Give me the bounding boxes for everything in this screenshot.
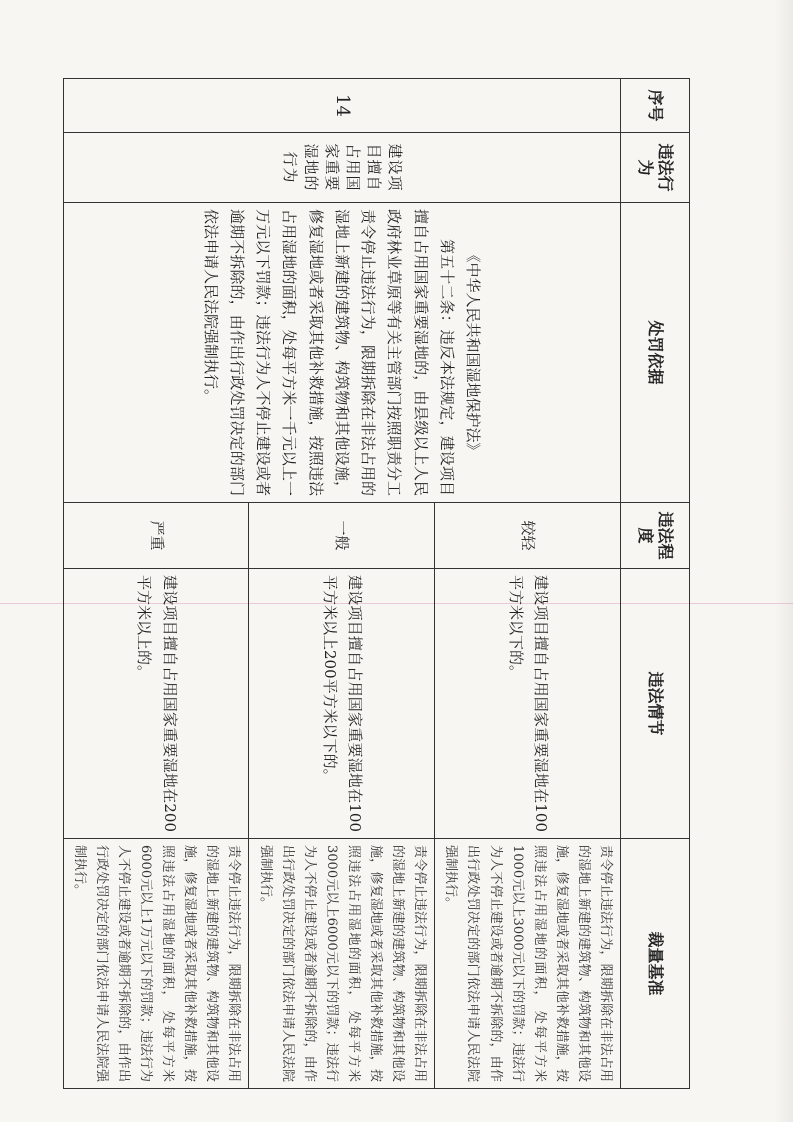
- degree-general: 一般: [249, 503, 435, 569]
- header-circumstance: 违法情节: [621, 569, 690, 839]
- degree-light: 较轻: [435, 503, 621, 569]
- standard-light: 责令停止违法行为，限期拆除在非法占用的湿地上新建的建筑物、构筑物和其他设施，修复湿地或者采取其他补救措施，按照违法占用湿地的面积， 处每平方米1000元以上3000元以下的罚款；违法行为人不停止建设或者逾期不拆除的，由作出行政处罚决定的部门依法申请人民法院强制执行。: [435, 839, 621, 1089]
- header-degree: 违法程度: [621, 503, 690, 569]
- penalty-basis: [63, 203, 620, 503]
- scan-edge-shadow: [775, 0, 793, 1122]
- law-title: 《中华人民共和国湿地保护法》: [464, 247, 483, 458]
- standard-serious: 责令停止违法行为，限期拆除在非法占用的湿地上新建的建筑物、构筑物和其他设施，修复湿地或者采取其他补救措施，按照违法占用湿地的面积， 处每平方米6000元以上1万元以下的罚款；违法行为人不停止建设或者逾期不拆除的，由作出行政处罚决定的部门依法申请人民法院强制执行。: [63, 839, 249, 1089]
- header-no: 序号: [621, 79, 690, 133]
- standard-general: 责令停止违法行为，限期拆除在非法占用的湿地上新建的建筑物、构筑物和其他设施，修复湿地或者采取其他补救措施，按照违法占用湿地的面积， 处每平方米3000元以上6000元以下的罚款；违法行为人不停止建设或者逾期不拆除的，由作出行政处罚决定的部门依法申请人民法院强制执行。: [249, 839, 435, 1089]
- circumstance-general: 建设项目擅自占用国家重要湿地在100平方米以上200平方米以下的。: [249, 569, 435, 839]
- header-row: [621, 79, 690, 1089]
- rotated-page: [71, 78, 690, 1088]
- degree-serious: 严重: [63, 503, 249, 569]
- header-act: 违法行为: [621, 133, 690, 203]
- table-row: [435, 79, 621, 1089]
- violation-act: 建设项目擅自占用国家重要湿地的行为: [63, 133, 620, 203]
- penalty-discretion-table: [63, 78, 690, 1089]
- law-article: 第五十二条：违反本法规定，建设项目擅自占用国家重要湿地的，由县级以上人民政府林业草原等有关主管部门按照职责分工责令停止违法行为，限期拆除在非法占用的湿地上新建的建筑物、构筑物和其他设施，修复湿地或者采取其他补救措施，按照违法占用湿地的面积，处每平方米一千元以上一万元以下罚款；违法行为人不停止建设或者逾期不拆除的，由作出行政处罚决定的部门依法申请人民法院强制执行。: [201, 209, 456, 496]
- circumstance-light: 建设项目擅自占用国家重要湿地在100平方米以下的。: [435, 569, 621, 839]
- circumstance-serious: 建设项目擅自占用国家重要湿地在200平方米以上的。: [63, 569, 249, 839]
- header-standard: 裁量基准: [621, 839, 690, 1089]
- header-basis: 处罚依据: [621, 203, 690, 503]
- row-number: 14: [63, 79, 620, 133]
